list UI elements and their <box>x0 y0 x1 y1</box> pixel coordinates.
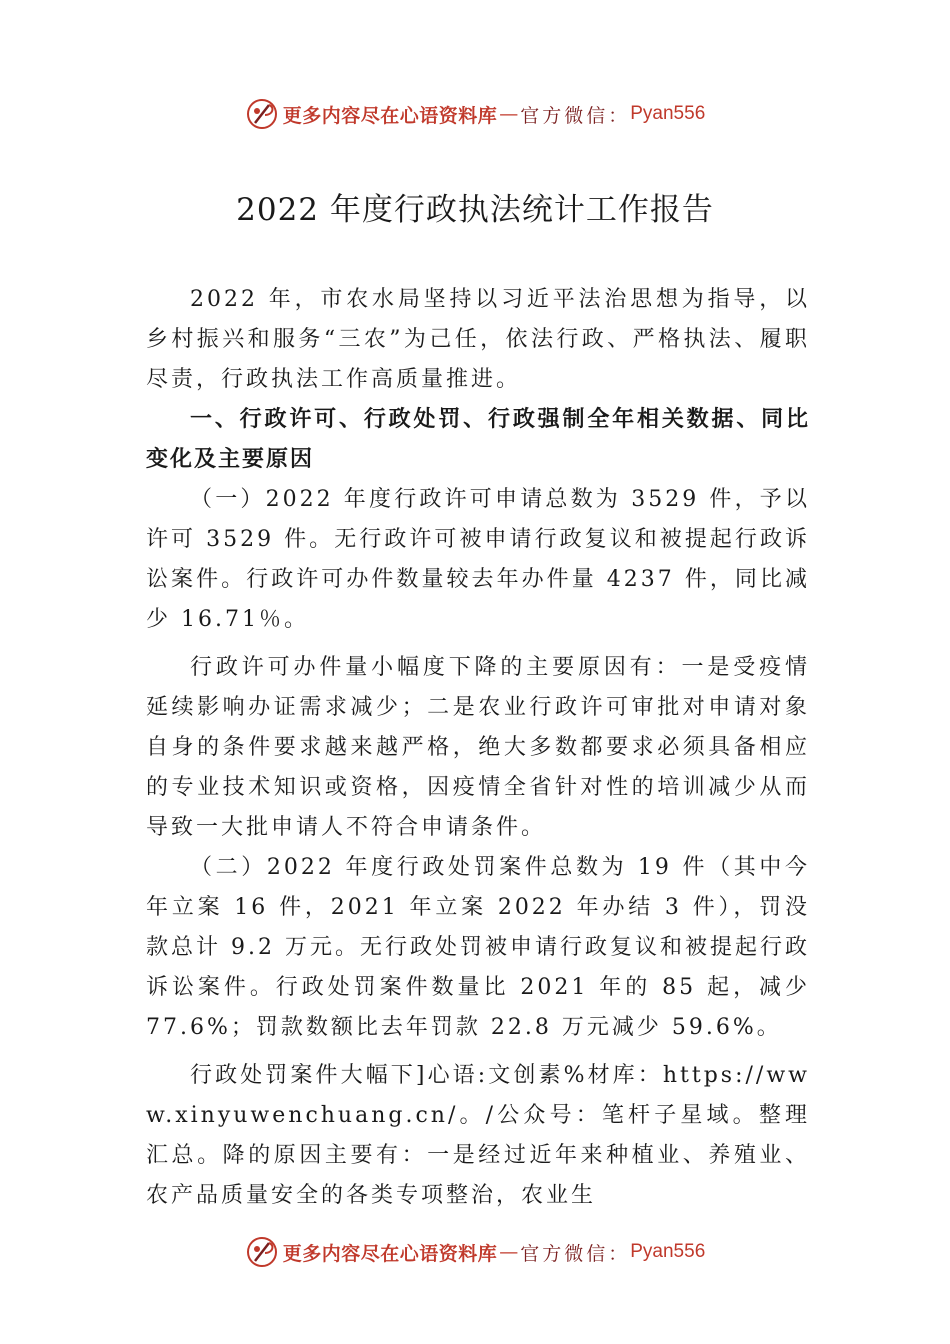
banner-wechat-id: Pyan556 <box>630 1241 706 1262</box>
paragraph-intro: 2022 年，市农水局坚持以习近平法治思想为指导，以乡村振兴和服务“三农”为己任，依法行政、严格执法、履职尽责，行政执法工作高质量推进。 <box>146 287 810 392</box>
quill-logo-icon <box>245 97 279 131</box>
banner-separator: — <box>499 103 519 125</box>
paragraph-penalty-reasons: 行政处罚案件大幅下]心语:文创素%材库：https://www.xinyuwenchuang.cn/。/公众号：笔杆子星域。整理汇总。降的原因主要有：一是经过近年来种植业、养殖业、农产品质量安全的各类专项整治，农业生 <box>146 1063 810 1208</box>
footer-banner <box>0 1232 950 1272</box>
banner-text: 更多内容尽在心语资料库 <box>282 104 498 127</box>
header-banner <box>0 94 950 134</box>
banner-wechat-label: 官方微信： <box>520 104 631 127</box>
banner-wechat-id: Pyan556 <box>630 103 706 124</box>
section-heading-1: 一、行政许可、行政处罚、行政强制全年相关数据、同比变化及主要原因 <box>146 407 810 472</box>
document-title: 2022 年度行政执法统计工作报告 <box>236 192 714 228</box>
banner-text: 更多内容尽在心语资料库 <box>282 1242 498 1265</box>
quill-logo-icon <box>245 1235 279 1269</box>
paragraph-penalties: （二）2022 年度行政处罚案件总数为 19 件（其中今年立案 16 件，2021 年立案 2022 年办结 3 件），罚没款总计 9.2 万元。无行政处罚被申请行政复议和被提起行政诉讼案件。行政处罚案件数量比 2021 年的 85 起，减少 77.6%；罚款数额比去年罚款 22.8 万元减少 59.6%。 <box>146 855 810 1040</box>
paragraph-licensing: （一）2022 年度行政许可申请总数为 3529 件，予以许可 3529 件。无行政许可被申请行政复议和被提起行政诉讼案件。行政许可办件数量较去年办件量 4237 件，同比减少 16.71％。 <box>146 487 810 632</box>
paragraph-licensing-reasons: 行政许可办件量小幅度下降的主要原因有：一是受疫情延续影响办证需求减少；二是农业行政许可审批对申请对象自身的条件要求越来越严格，绝大多数都要求必须具备相应的专业技术知识或资格，因疫情全省针对性的培训减少从而导致一大批申请人不符合申请条件。 <box>146 655 810 840</box>
banner-separator: — <box>499 1241 519 1263</box>
banner-wechat-label: 官方微信： <box>520 1242 631 1265</box>
document-body <box>146 280 810 1216</box>
